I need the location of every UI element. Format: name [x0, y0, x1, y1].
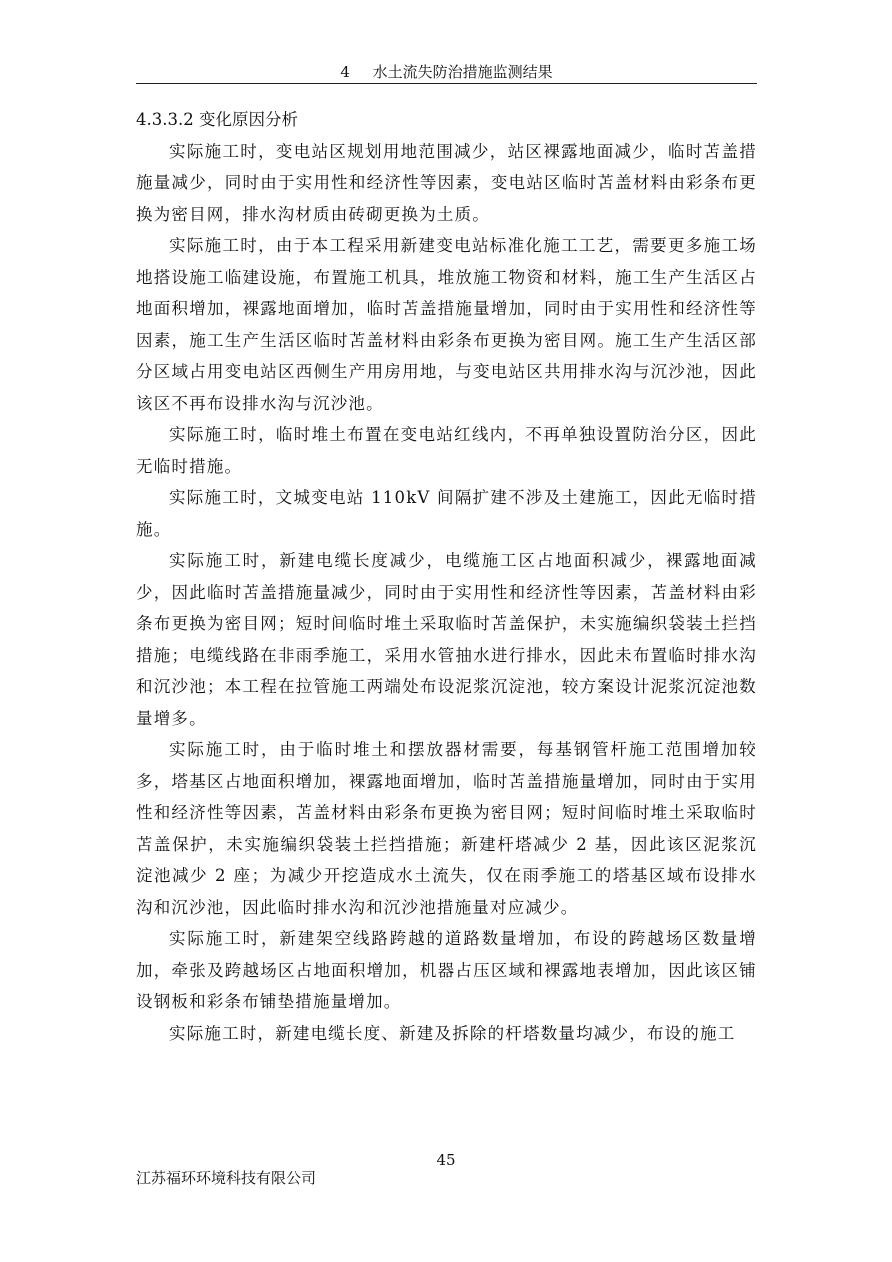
header-rule	[136, 83, 757, 84]
body-text	[136, 104, 757, 1049]
paragraph-tower-area: 实际施工时，由于临时堆土和摆放器材需要，每基钢管杆施工范围增加较多，塔基区占地面积增加，裸露地面增加，临时苫盖措施量增加，同时由于实用性和经济性等因素，苫盖材料由彩条布更换为密目网；短时间临时堆土采取临时苫盖保护，未实施编织袋装土拦挡措施；新建杆塔减少 2 基，因此该区泥浆沉淀池减少 2 座；为减少开挖造成水土流失，仅在雨季施工的塔基区域布设排水沟和沉沙池，因此临时排水沟和沉沙池措施量对应减少。	[136, 740, 757, 917]
chapter-number: 4	[340, 63, 350, 81]
section-heading: 4.3.3.2 变化原因分析	[136, 110, 298, 129]
running-header	[136, 62, 757, 82]
paragraph-stringing-crossing: 实际施工时，新建架空线路跨越的道路数量增加，布设的跨越场区数量增加，牵张及跨越场区占地面积增加，机器占压区域和裸露地表增加，因此该区铺设钢板和彩条布铺垫措施量增加。	[136, 929, 757, 1011]
chapter-title: 水土流失防治措施监测结果	[372, 63, 553, 81]
footer-company: 江苏福环环境科技有限公司	[136, 1169, 317, 1187]
page-number: 45	[436, 1151, 456, 1169]
paragraph-cable-area: 实际施工时，新建电缆长度减少，电缆施工区占地面积减少，裸露地面减少，因此临时苫盖措施量减少，同时由于实用性和经济性等因素，苫盖材料由彩条布更换为密目网；短时间临时堆土采取临时苫盖保护，未实施编织袋装土拦挡措施；电缆线路在非雨季施工，采用水管抽水进行排水，因此未布置临时排水沟和沉沙池；本工程在拉管施工两端处布设泥浆沉淀池，较方案设计泥浆沉淀池数量增多。	[136, 551, 757, 728]
paragraph-bay-extension: 实际施工时，文城变电站 110kV 间隔扩建不涉及土建施工，因此无临时措施。	[136, 488, 757, 539]
paragraph-temporary-spoil: 实际施工时，临时堆土布置在变电站红线内，不再单独设置防治分区，因此无临时措施。	[136, 425, 757, 476]
paragraph-substation: 实际施工时，变电站区规划用地范围减少，站区裸露地面减少，临时苫盖措施量减少，同时由于实用性和经济性等因素，变电站区临时苫盖材料由彩条布更换为密目网，排水沟材质由砖砌更换为土质。	[136, 141, 757, 224]
paragraph-construction-camp: 实际施工时，由于本工程采用新建变电站标准化施工工艺，需要更多施工场地搭设施工临建设施，布置施工机具，堆放施工物资和材料，施工生产生活区占地面积增加，裸露地面增加，临时苫盖措施量增加，同时由于实用性和经济性等因素，施工生产生活区临时苫盖材料由彩条布更换为密目网。施工生产生活区部分区域占用变电站区西侧生产用房用地，与变电站区共用排水沟与沉沙池，因此该区不再布设排水沟与沉沙池。	[136, 236, 757, 413]
paragraph-continued: 实际施工时，新建电缆长度、新建及拆除的杆塔数量均减少，布设的施工	[169, 1023, 736, 1043]
